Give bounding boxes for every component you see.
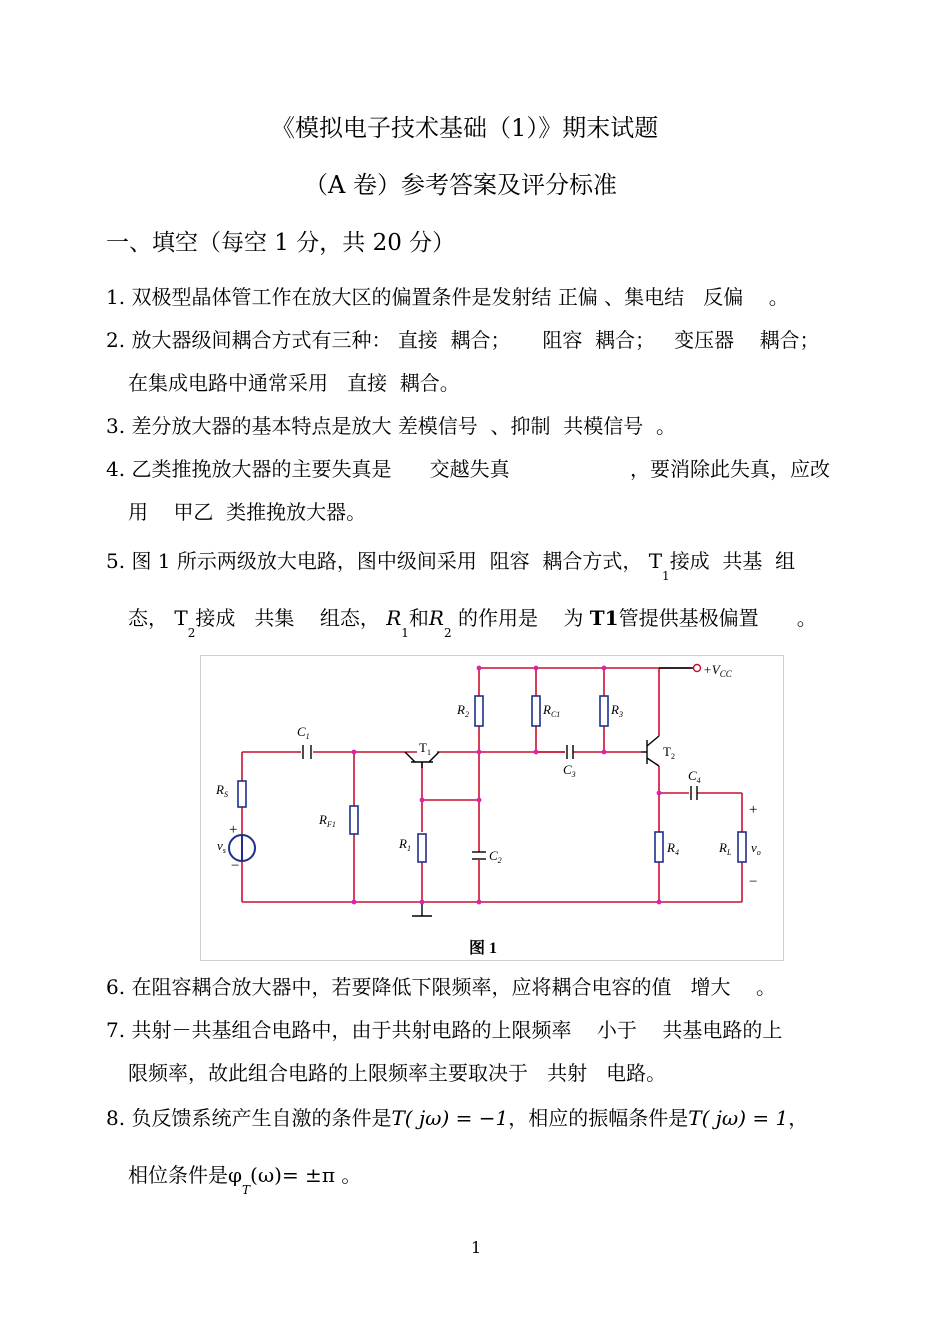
question-4-line-2: 用 甲乙 类推挽放大器。 <box>128 500 367 524</box>
label-c4: $C_4$ <box>688 768 701 785</box>
label-r3: $R_3$ <box>611 702 623 719</box>
figure-caption: 图 1 <box>469 940 498 957</box>
label-minus: − <box>231 858 240 874</box>
circuit-wires <box>242 668 742 902</box>
label-minus-output: − <box>749 874 758 890</box>
question-6: 6. 在阻容耦合放大器中，若要降低下限频率，应将耦合电容的值 增大 。 <box>106 975 776 999</box>
answer: 正偏 <box>557 285 598 309</box>
question-8: 8. 负反馈系统产生自激的条件是T( jω) = −1，相应的振幅条件是T( jω) = 1， <box>106 1106 809 1130</box>
question-2-line-2: 在集成电路中通常采用 直接 耦合。 <box>128 371 460 395</box>
label-vs: $v_s$ <box>217 838 226 855</box>
label-vcc: $+V_{CC}$ <box>703 662 732 679</box>
label-c2: $C_2$ <box>489 848 502 865</box>
label-r1: $R_1$ <box>399 836 411 853</box>
label-t2: $T_2$ <box>663 744 675 761</box>
question-3: 3. 差分放大器的基本特点是放大 差模信号 、抑制 共模信号 。 <box>106 414 676 438</box>
title-line-1: 《模拟电子技术基础（1）》期末试题 <box>271 114 659 142</box>
question-4: 4. 乙类推挽放大器的主要失真是 交越失真 <box>106 457 510 481</box>
page-number: 1 <box>471 1238 482 1257</box>
section-heading: 一、填空（每空 1 分，共 20 分） <box>106 230 456 256</box>
label-plus: + <box>229 822 238 838</box>
question-2: 2. 放大器级间耦合方式有三种： 直接 耦合； 阻容 耦合； 变压器 耦合； <box>106 328 820 352</box>
title-line-2: （A 卷）参考答案及评分标准 <box>304 171 617 199</box>
question-5-line-2: 态， $T_2$接成 共集 组态， $R_1$和$R_2$ 的作用是 为 T1管提供基极偏置 。 <box>128 606 817 640</box>
label-r2: $R_2$ <box>457 702 469 719</box>
question-8-line-2: 相位条件是$\varphi_T(\omega)= \pm\pi$ 。 <box>128 1163 362 1197</box>
label-rs: $R_S$ <box>216 782 228 799</box>
label-rc1: $R_{C1}$ <box>543 702 561 719</box>
question-7-line-2: 限频率，故此组合电路的上限频率主要取决于 共射 电路。 <box>128 1061 667 1085</box>
label-t1: $T_1$ <box>419 740 431 757</box>
figure-1-circuit <box>200 655 784 961</box>
question-5: 5. 图 1 所示两级放大电路，图中级间采用 阻容 耦合方式， $T_1$接成 共基 组 <box>106 549 796 583</box>
label-r4: $R_4$ <box>667 840 679 857</box>
label-c3: $C_3$ <box>563 762 576 779</box>
question-1: 1. 双极型晶体管工作在放大区的偏置条件是发射结 正偏 、集电结 反偏 。 <box>106 285 789 309</box>
label-rf1: $R_{F1}$ <box>319 812 336 829</box>
answer: 反偏 <box>703 285 744 309</box>
label-plus-output: + <box>749 802 758 818</box>
question-7: 7. 共射－共基组合电路中，由于共射电路的上限频率 小于 共基电路的上 <box>106 1018 783 1042</box>
label-rl: $R_L$ <box>719 840 732 857</box>
question-4-tail: ，要消除此失真，应改 <box>630 457 830 481</box>
label-c1: $C_1$ <box>297 724 310 741</box>
label-vo: $v_o$ <box>751 840 761 857</box>
